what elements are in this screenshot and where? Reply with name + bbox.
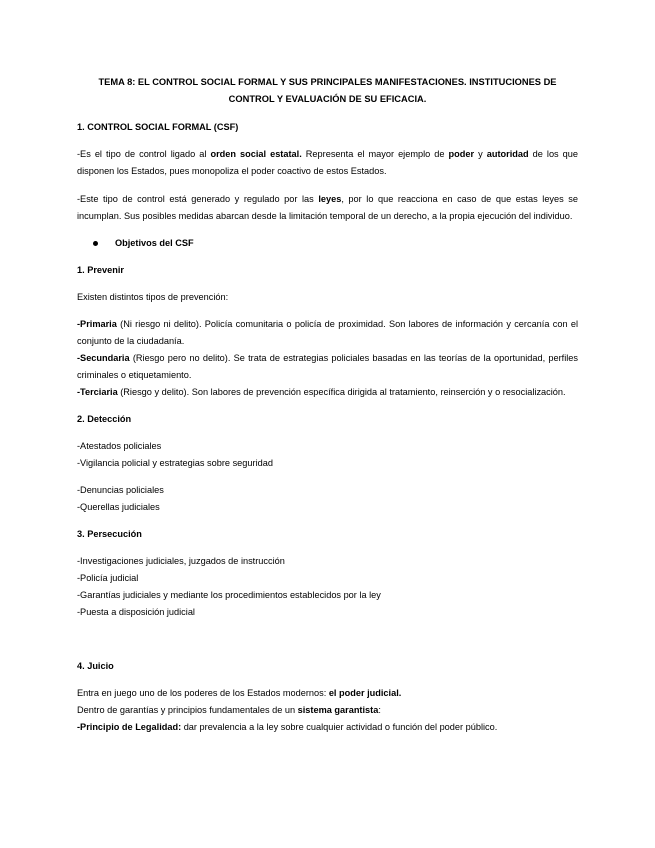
section-heading-deteccion: 2. Detección bbox=[77, 414, 132, 424]
section-heading-csf: 1. CONTROL SOCIAL FORMAL (CSF) bbox=[77, 122, 239, 132]
juicio-line-2: Dentro de garantías y principios fundamentales de un sistema garantista: bbox=[77, 705, 381, 715]
section-heading-juicio: 4. Juicio bbox=[77, 661, 114, 671]
prevenir-intro: Existen distintos tipos de prevención: bbox=[77, 292, 229, 302]
juicio-line-1: Entra en juego uno de los poderes de los Estados modernos: el poder judicial. bbox=[77, 688, 402, 698]
list-item: -Atestados policiales bbox=[77, 441, 162, 451]
list-item: -Querellas judiciales bbox=[77, 502, 160, 512]
page-title: TEMA 8: EL CONTROL SOCIAL FORMAL Y SUS PRINCIPALES MANIFESTACIONES. INSTITUCIONES DE CONTROL Y EVALUACIÓN DE SU EFICACIA. bbox=[98, 77, 557, 104]
list-item: -Policía judicial bbox=[77, 573, 139, 583]
prevencion-primaria: -Primaria (Ni riesgo ni delito). Policía comunitaria o policía de proximidad. Son labores de información y cercanía con el conjunto de la ciudadanía. bbox=[77, 319, 578, 346]
list-item: -Garantías judiciales y mediante los procedimientos establecidos por la ley bbox=[77, 590, 381, 600]
document-content bbox=[77, 74, 578, 736]
list-item: -Denuncias policiales bbox=[77, 485, 164, 495]
list-item: -Vigilancia policial y estrategias sobre seguridad bbox=[77, 458, 273, 468]
bullet-objetivos: Objetivos del CSF bbox=[77, 235, 578, 252]
paragraph-csf-laws: -Este tipo de control está generado y regulado por las leyes, por lo que reacciona en caso de que estas leyes se incumplan. Sus posibles medidas abarcan desde la limitación temporal de un derecho, a la propia ejecución del individuo. bbox=[77, 194, 578, 221]
section-heading-persecucion: 3. Persecución bbox=[77, 529, 142, 539]
section-heading-prevenir: 1. Prevenir bbox=[77, 265, 124, 275]
prevencion-terciaria: -Terciaria (Riesgo y delito). Son labores de prevención específica dirigida al tratamiento, reinserción y o resocialización. bbox=[77, 387, 566, 397]
list-item: -Puesta a disposición judicial bbox=[77, 607, 195, 617]
bullet-dot-icon bbox=[93, 241, 98, 246]
list-item: -Investigaciones judiciales, juzgados de instrucción bbox=[77, 556, 285, 566]
prevencion-secundaria: -Secundaria (Riesgo pero no delito). Se trata de estrategias policiales basadas en las teorías de la oportunidad, perfiles criminales o etiquetamiento. bbox=[77, 353, 578, 380]
paragraph-csf-definition: -Es el tipo de control ligado al orden social estatal. Representa el mayor ejemplo de poder y autoridad de los que disponen los Estados, pues monopoliza el poder coactivo de estos Estados. bbox=[77, 149, 579, 176]
juicio-line-3: -Principio de Legalidad: dar prevalencia a la ley sobre cualquier actividad o función del poder público. bbox=[77, 722, 498, 732]
